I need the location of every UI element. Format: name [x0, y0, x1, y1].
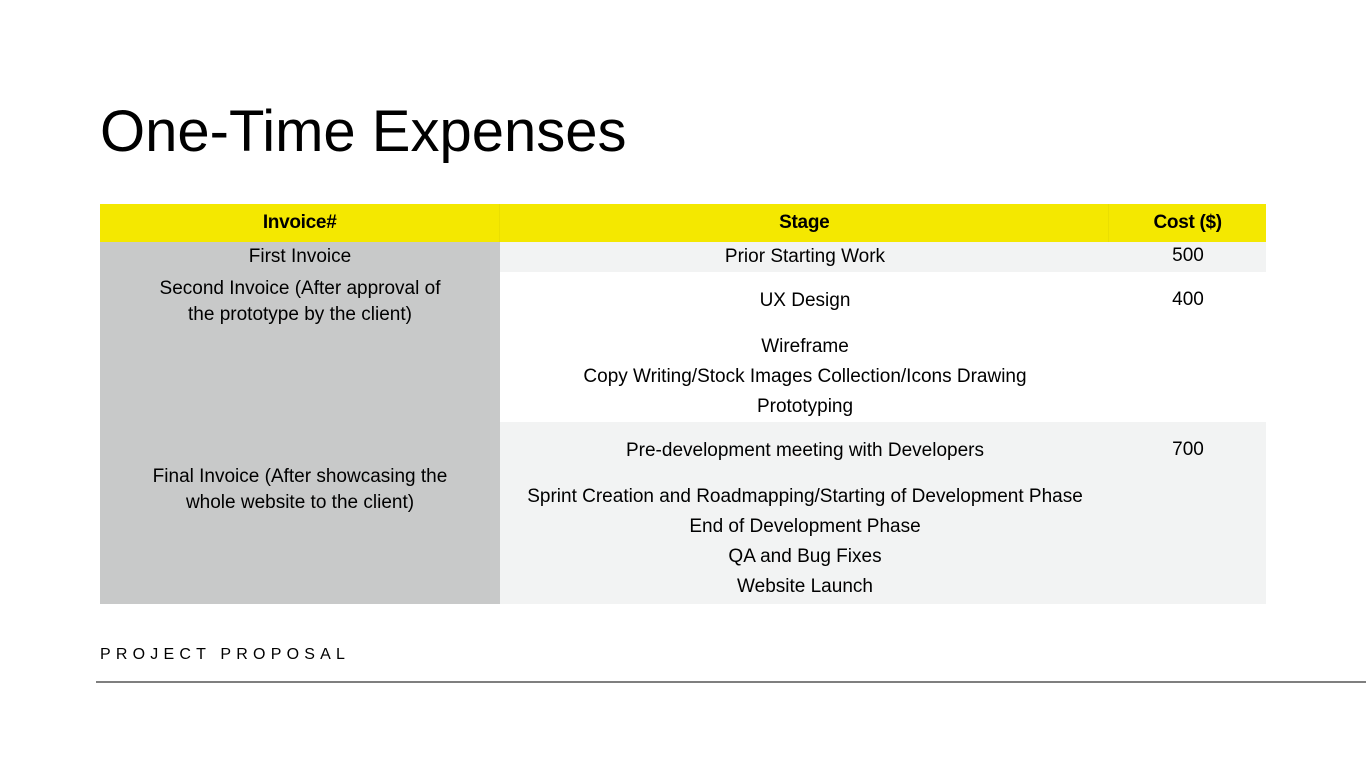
slide-title: One-Time Expenses — [100, 99, 627, 164]
table-body — [100, 242, 1266, 604]
invoice-label: the prototype by the client) — [188, 304, 412, 325]
cost-cell — [1110, 332, 1266, 422]
stage-cost-columns — [500, 242, 1266, 604]
footer-label: PROJECT PROPOSAL — [100, 646, 351, 663]
invoice-label: Final Invoice (After showcasing the — [152, 466, 448, 487]
header-stage: Stage — [499, 204, 1108, 242]
invoice-second — [100, 276, 500, 328]
stage-item: Copy Writing/Stock Images Collection/Icons Drawing — [583, 366, 1027, 387]
stage-item: Sprint Creation and Roadmapping/Starting of Development Phase — [527, 486, 1083, 507]
table-row — [500, 272, 1266, 332]
cost-cell: 500 — [1172, 245, 1204, 266]
cost-cell — [1110, 482, 1266, 604]
table-row — [500, 242, 1266, 272]
stage-item: Prior Starting Work — [724, 246, 886, 267]
table-header — [100, 204, 1266, 242]
table-row — [500, 332, 1266, 422]
stage-cell — [500, 332, 1110, 422]
stage-item: End of Development Phase — [689, 516, 921, 537]
cost-cell: 700 — [1172, 439, 1204, 460]
invoice-column — [100, 242, 500, 604]
stage-item: Prototyping — [756, 396, 854, 417]
stage-item: UX Design — [759, 290, 851, 311]
invoice-label: whole website to the client) — [185, 492, 415, 513]
invoice-label: Second Invoice (After approval of — [159, 278, 441, 299]
invoice-first — [100, 244, 500, 270]
table-row — [500, 422, 1266, 482]
stage-cell — [500, 272, 1110, 332]
stage-item: Pre-development meeting with Developers — [625, 440, 984, 461]
stage-cell — [500, 482, 1110, 604]
stage-item: QA and Bug Fixes — [728, 546, 882, 567]
expenses-table — [100, 204, 1266, 604]
header-cost: Cost ($) — [1108, 204, 1266, 242]
stage-item: Website Launch — [737, 576, 873, 597]
table-row — [500, 482, 1266, 604]
stage-item: Wireframe — [761, 336, 849, 357]
stage-cell — [500, 242, 1110, 272]
stage-cell — [500, 422, 1110, 482]
header-invoice: Invoice# — [262, 212, 337, 233]
cost-cell: 400 — [1172, 289, 1204, 310]
invoice-final — [100, 464, 500, 516]
invoice-label: First Invoice — [248, 246, 352, 267]
footer-divider — [96, 681, 1366, 683]
